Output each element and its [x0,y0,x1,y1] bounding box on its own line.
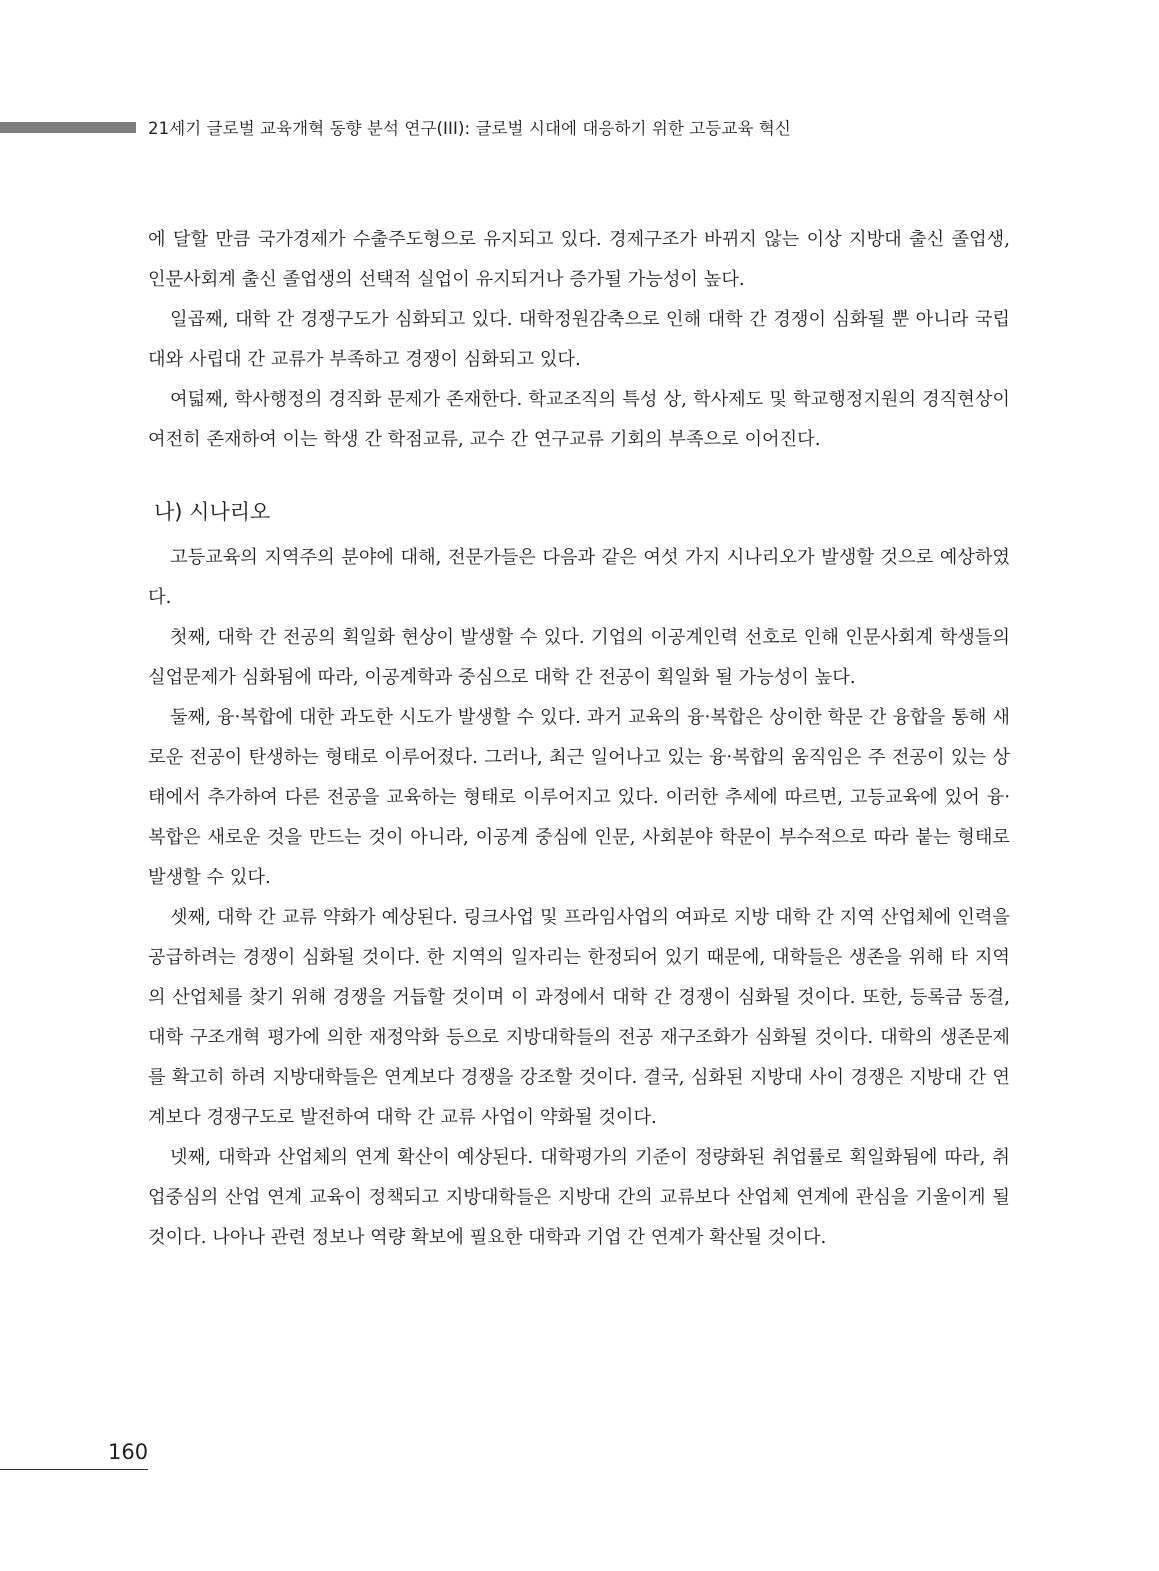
body-paragraph: 여덟째, 학사행정의 경직화 문제가 존재한다. 학교조직의 특성 상, 학사제도 및 학교행정지원의 경직현상이 여전히 존재하여 이는 학생 간 학점교류, 교수 간 연구교류 기회의 부족으로 이어진다. [148,389,1010,450]
header-accent-bar [0,122,136,133]
body-paragraph: 넷째, 대학과 산업체의 연계 확산이 예상된다. 대학평가의 기준이 정량화된 취업률로 획일화됨에 따라, 취업중심의 산업 연계 교육이 정책되고 지방대학들은 지방대 간의 교류보다 산업체 연계에 관심을 기울이게 될 것이다. 나아나 관련 정보나 역량 확보에 필요한 대학과 기업 간 연계가 확산될 것이다. [148,1147,1010,1248]
body-paragraph: 둘째, 융·복합에 대한 과도한 시도가 발생할 수 있다. 과거 교육의 융·복합은 상이한 학문 간 융합을 통해 새로운 전공이 탄생하는 형태로 이루어졌다. 그러나, 최근 일어나고 있는 융·복합의 움직임은 주 전공이 있는 상태에서 추가하여 다른 전공을 교육하는 형태로 이루어지고 있다. 이러한 추세에 따르면, 고등교육에 있어 융·복합은 새로운 것을 만드는 것이 아니라, 이공계 중심에 인문, 사회분야 학문이 부수적으로 따라 붙는 형태로 발생할 수 있다. [148,707,1010,888]
body-paragraph: 고등교육의 지역주의 분야에 대해, 전문가들은 다음과 같은 여섯 가지 시나리오가 발생할 것으로 예상하였다. [148,547,1010,608]
footer-rule [0,1469,148,1470]
body-paragraph: 셋째, 대학 간 교류 약화가 예상된다. 링크사업 및 프라임사업의 여파로 지방 대학 간 지역 산업체에 인력을 공급하려는 경쟁이 심화될 것이다. 한 지역의 일자리는 한정되어 있기 때문에, 대학들은 생존을 위해 타 지역의 산업체를 찾기 위해 경쟁을 거듭할 것이며 이 과정에서 대학 간 경쟁이 심화될 것이다. 또한, 등록금 동결, 대학 구조개혁 평가에 의한 재정악화 등으로 지방대학들의 전공 재구조화가 심화될 것이다. 대학의 생존문제를 확고히 하려 지방대학들은 연계보다 경쟁을 강조할 것이다. 결국, 심화된 지방대 사이 경쟁은 지방대 간 연계보다 경쟁구도로 발전하여 대학 간 교류 사업이 약화될 것이다. [148,907,1010,1128]
section-heading: 나) 시나리오 [154,500,271,524]
page-number: 160 [108,1440,149,1464]
body-paragraph: 에 달할 만큼 국가경제가 수출주도형으로 유지되고 있다. 경제구조가 바뀌지 않는 이상 지방대 출신 졸업생, 인문사회계 출신 졸업생의 선택적 실업이 유지되거나 증가될 가능성이 높다. [148,229,1010,290]
body-paragraph: 일곱째, 대학 간 경쟁구도가 심화되고 있다. 대학정원감축으로 인해 대학 간 경쟁이 심화될 뿐 아니라 국립대와 사립대 간 교류가 부족하고 경쟁이 심화되고 있다. [148,309,1010,370]
body-paragraph: 첫째, 대학 간 전공의 획일화 현상이 발생할 수 있다. 기업의 이공계인력 선호로 인해 인문사회계 학생들의 실업문제가 심화됨에 따라, 이공계학과 중심으로 대학 간 전공이 획일화 될 가능성이 높다. [148,627,1010,688]
page-body [148,220,1010,1258]
running-header: 21세기 글로벌 교육개혁 동향 분석 연구(III): 글로벌 시대에 대응하기 위한 고등교육 혁신 [148,119,791,138]
